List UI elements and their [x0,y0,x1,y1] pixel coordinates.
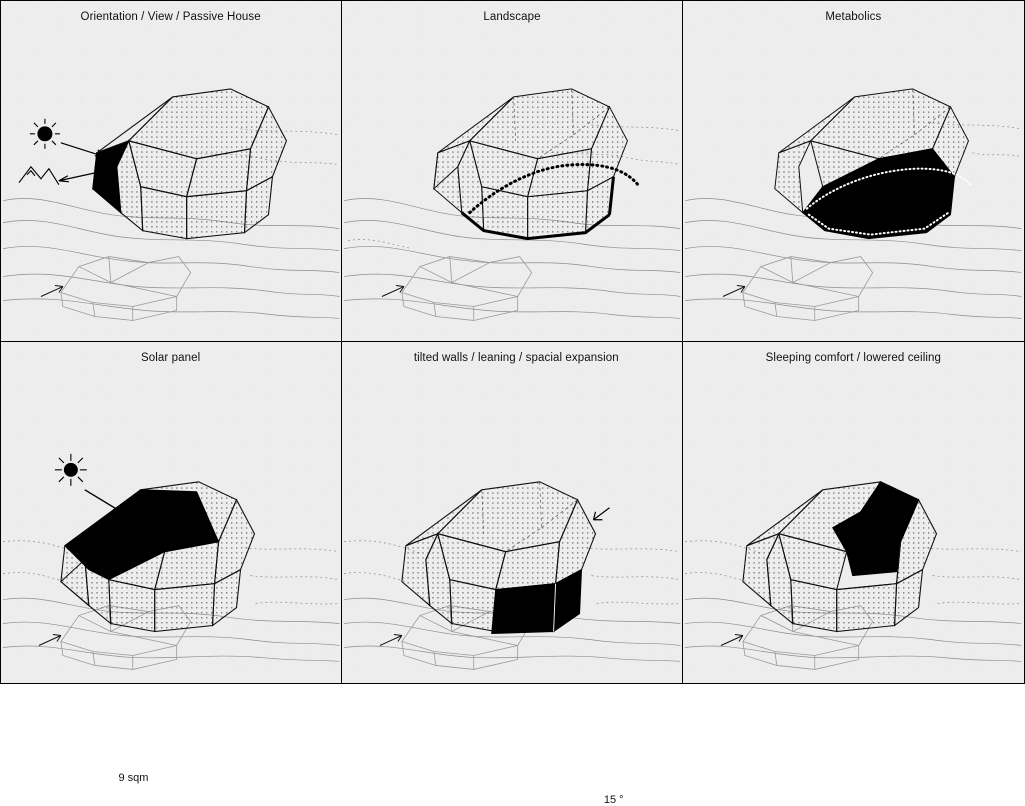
solar-area-annotation: 9 sqm [118,772,149,784]
panel-sleeping-comfort [682,341,1024,684]
panel-title: Sleeping comfort / lowered ceiling [765,352,941,364]
context-massing [60,256,190,320]
context-arrow-icon [382,285,404,296]
context-massing [402,256,532,320]
landscape-illustration [342,1,682,342]
sleeping-comfort-illustration [683,342,1023,683]
context-arrow-icon [380,635,402,646]
mountain-icon [18,166,58,184]
context-arrow-icon [721,635,743,646]
context-arrow-icon [38,635,60,646]
panel-metabolics [682,0,1024,342]
context-arrow-icon [40,285,62,296]
arrow-icon [593,508,609,520]
panel-title: Landscape [483,10,541,23]
panel-title: Metabolics [825,10,882,23]
orientation-illustration [1,1,341,342]
sun-icon [54,454,86,486]
sun-icon [29,118,59,148]
metabolics-illustration [683,1,1023,342]
context-arrow-icon [723,285,745,296]
panel-orientation [0,0,342,342]
solar-panel-illustration [1,342,341,683]
panel-title: Orientation / View / Passive House [80,10,261,23]
panel-title: Solar panel [141,352,201,364]
panel-landscape [341,0,683,342]
panel-solar-panel [0,341,342,784]
panel-tilted-walls [341,341,683,806]
panel-title: tilted walls / leaning / spacial expansion [413,352,619,364]
tilted-walls-illustration [342,342,682,683]
arrow-icon [60,142,104,156]
tilt-angle-annotation: 15 ° [603,794,624,806]
context-massing [743,256,873,320]
